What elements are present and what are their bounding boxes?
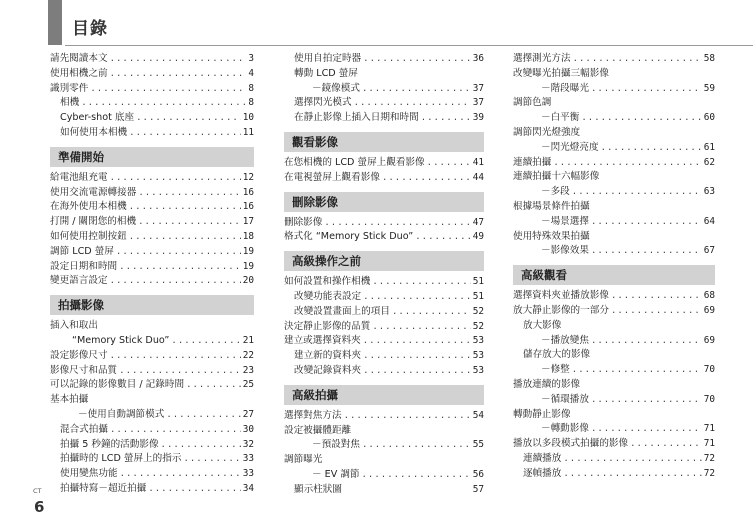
- toc-entry: [284, 52, 484, 67]
- toc-page-number: 67: [703, 245, 715, 257]
- dot-leader: [382, 171, 471, 186]
- toc-page-number: 72: [703, 452, 715, 464]
- toc-entry-title: 播放連續的影像: [513, 378, 581, 390]
- toc-entry-title: － EV 調節: [312, 468, 360, 480]
- dot-leader: [110, 52, 247, 67]
- dot-leader: [148, 482, 240, 497]
- toc-page-number: 32: [242, 438, 254, 450]
- toc-heading: [513, 67, 715, 82]
- dot-leader: [630, 437, 702, 452]
- toc-entry-title: －使用自動調節模式: [78, 408, 165, 420]
- toc-page-number: 19: [242, 260, 254, 272]
- toc-entry-title: 在海外使用本相機: [50, 201, 127, 213]
- toc-entry: [50, 245, 254, 260]
- toc-entry-title: 設定日期和時間: [50, 260, 118, 272]
- dot-leader: [553, 156, 701, 171]
- toc-entry-title: 基本拍攝: [50, 394, 89, 406]
- dot-leader: [324, 216, 470, 231]
- toc-entry-title: 逐幀播放: [523, 467, 562, 479]
- toc-heading: [50, 393, 254, 408]
- dot-leader: [129, 230, 241, 245]
- toc-entry-title: －轉動影像: [541, 423, 589, 435]
- toc-entry: [50, 378, 254, 393]
- toc-entry-title: 打開 / 關閉您的相機: [50, 216, 137, 228]
- toc-entry: [50, 349, 254, 364]
- toc-entry-title: 設定影像尺寸: [50, 349, 108, 361]
- toc-entry-title: 混合式拍攝: [60, 423, 108, 435]
- toc-entry: [513, 437, 715, 452]
- dot-leader: [563, 452, 701, 467]
- dot-leader: [363, 334, 471, 349]
- toc-entry: [513, 452, 715, 467]
- toc-entry-title: 播放以多段模式拍攝的影像: [513, 438, 629, 450]
- toc-entry: [284, 96, 484, 111]
- toc-entry: [50, 334, 254, 349]
- toc-entry: [50, 274, 254, 289]
- toc-page-number: 53: [472, 364, 484, 376]
- toc-entry-title: 刪除影像: [284, 216, 323, 228]
- toc-entry: [284, 275, 484, 290]
- toc-entry: [50, 482, 254, 497]
- toc-page-number: 23: [242, 364, 254, 376]
- toc-entry-title: －多段: [541, 186, 570, 198]
- toc-entry: [513, 422, 715, 437]
- toc-heading: [284, 453, 484, 468]
- chapter-tab: [48, 0, 62, 45]
- toc-page-number: 47: [472, 216, 484, 228]
- dot-leader: [363, 52, 471, 67]
- dot-leader: [354, 96, 471, 111]
- toc-column-1: [50, 52, 254, 497]
- toc-entry-title: 調節曝光: [284, 454, 323, 466]
- dot-leader: [90, 82, 246, 97]
- dot-leader: [372, 275, 470, 290]
- dot-leader: [591, 422, 702, 437]
- toc-heading: [50, 319, 254, 334]
- toc-page-number: 16: [242, 201, 254, 213]
- toc-entry: [50, 230, 254, 245]
- toc-column-3: [513, 52, 715, 482]
- toc-page-number: 18: [242, 230, 254, 242]
- dot-leader: [110, 171, 241, 186]
- toc-page-number: 71: [703, 423, 715, 435]
- dot-leader: [120, 467, 241, 482]
- toc-column-2: [284, 52, 484, 498]
- toc-entry-title: 改變曝光拍攝三幅影像: [513, 67, 609, 79]
- language-code: CT: [33, 487, 42, 495]
- toc-entry: [513, 141, 715, 156]
- toc-page-number: 33: [242, 453, 254, 465]
- toc-entry: [284, 216, 484, 231]
- toc-entry-title: －循環播放: [541, 393, 589, 405]
- section-heading: 準備開始: [50, 147, 254, 167]
- toc-entry-title: －白平衡: [541, 112, 580, 124]
- toc-page-number: 70: [703, 364, 715, 376]
- toc-page-number: 21: [242, 334, 254, 346]
- toc-entry-title: 使用相機之前: [50, 67, 108, 79]
- toc-entry: [50, 438, 254, 453]
- toc-page-number: 52: [472, 305, 484, 317]
- toc-entry-title: 變更語言設定: [50, 275, 108, 287]
- dot-leader: [110, 423, 241, 438]
- toc-entry: [284, 409, 484, 424]
- toc-entry-title: －鏡像模式: [312, 82, 360, 94]
- section-heading: 觀看影像: [284, 132, 484, 152]
- toc-entry: [50, 452, 254, 467]
- dot-leader: [421, 111, 471, 126]
- toc-heading: [513, 200, 715, 215]
- toc-entry-title: 使用交流電源轉接器: [50, 186, 137, 198]
- page-title: 目錄: [72, 19, 108, 39]
- toc-entry: [50, 260, 254, 275]
- toc-entry-title: 改變記錄資料夾: [294, 364, 362, 376]
- toc-entry-title: 連續播放: [523, 452, 562, 464]
- toc-page-number: 68: [703, 290, 715, 302]
- toc-entry: [513, 393, 715, 408]
- section-heading: 高級操作之前: [284, 251, 484, 271]
- toc-page-number: 72: [703, 467, 715, 479]
- toc-entry: [284, 349, 484, 364]
- toc-entry-title: －閃光燈亮度: [541, 141, 599, 153]
- toc-page-number: 20: [242, 275, 254, 287]
- toc-page-number: 69: [703, 334, 715, 346]
- toc-entry: [513, 363, 715, 378]
- toc-entry: [284, 111, 484, 126]
- toc-page-number: 41: [472, 156, 484, 168]
- dot-leader: [119, 260, 241, 275]
- toc-entry: [513, 52, 715, 67]
- toc-page-number: 53: [472, 350, 484, 362]
- toc-page-number: 56: [472, 468, 484, 480]
- toc-entry-title: 設定被攝體距離: [284, 424, 352, 436]
- section-heading: 高級拍攝: [284, 385, 484, 405]
- toc-page-number: 64: [703, 215, 715, 227]
- toc-entry-title: 使用變焦功能: [60, 468, 118, 480]
- toc-entry: [50, 200, 254, 215]
- toc-page-number: 8: [248, 82, 254, 94]
- toc-entry-title: 轉動靜止影像: [513, 408, 571, 420]
- toc-entry: [513, 244, 715, 259]
- toc-page-number: 58: [703, 53, 715, 64]
- dot-leader: [362, 438, 471, 453]
- page-number: 6: [34, 498, 45, 516]
- toc-page-number: 49: [472, 231, 484, 243]
- toc-page-number: 52: [472, 320, 484, 332]
- toc-page-number: 60: [703, 112, 715, 124]
- toc-heading: [513, 378, 715, 393]
- toc-entry-title: 選擇測光方法: [513, 53, 571, 64]
- toc-entry-title: －影像效果: [541, 245, 589, 257]
- toc-entry-title: 放大靜止影像的一部分: [513, 304, 609, 316]
- toc-entry-title: －場景選擇: [541, 215, 589, 227]
- toc-entry-title: －階段曝光: [541, 82, 589, 94]
- dot-leader: [166, 408, 240, 423]
- toc-entry: [50, 364, 254, 379]
- toc-entry: [50, 126, 254, 141]
- dot-leader: [363, 349, 471, 364]
- dot-leader: [110, 67, 247, 82]
- toc-entry: [50, 52, 254, 67]
- toc-page-number: 44: [472, 171, 484, 183]
- dot-leader: [183, 452, 240, 467]
- section-heading: 高級觀看: [513, 265, 715, 285]
- dot-leader: [572, 185, 702, 200]
- toc-entry: [513, 334, 715, 349]
- toc-entry-title: 決定靜止影像的品質: [284, 320, 371, 332]
- toc-page-number: 3: [248, 53, 254, 64]
- toc-page-number: 59: [703, 82, 715, 94]
- toc-entry: [513, 111, 715, 126]
- toc-entry-title: 選擇對焦方法: [284, 409, 342, 421]
- toc-entry: [50, 67, 254, 82]
- toc-entry-title: 建立或選擇資料夾: [284, 335, 361, 347]
- toc-entry-title: Cyber-shot 底座: [60, 112, 135, 124]
- toc-page-number: 19: [242, 245, 254, 257]
- dot-leader: [591, 334, 702, 349]
- toc-page-number: 34: [242, 482, 254, 494]
- dot-leader: [581, 111, 701, 126]
- dot-leader: [186, 378, 241, 393]
- toc-entry: [284, 171, 484, 186]
- toc-entry-title: 如何使用控制按鈕: [50, 230, 127, 242]
- toc-entry-title: 選擇資料夾並播放影像: [513, 290, 609, 302]
- toc-entry-title: 使用特殊效果拍攝: [513, 230, 590, 242]
- dot-leader: [81, 96, 246, 111]
- toc-page-number: 61: [703, 141, 715, 153]
- dot-leader: [573, 52, 702, 67]
- toc-entry-title: 如何設置和操作相機: [284, 276, 371, 288]
- toc-entry: [284, 364, 484, 379]
- toc-entry-title: 插入和取出: [50, 320, 98, 332]
- toc-entry-title: 拍攝 5 秒鐘的活動影像: [60, 438, 159, 450]
- toc-page-number: 17: [242, 216, 254, 228]
- toc-page-number: 22: [242, 349, 254, 361]
- toc-page-number: 69: [703, 304, 715, 316]
- toc-page-number: 12: [242, 171, 254, 183]
- toc-page-number: 27: [242, 408, 254, 420]
- dot-leader: [110, 349, 241, 364]
- toc-entry-title: －修整: [541, 364, 570, 376]
- dot-leader: [136, 111, 241, 126]
- toc-entry: [50, 171, 254, 186]
- toc-entry: [284, 438, 484, 453]
- toc-entry-title: 使用自拍定時器: [294, 53, 362, 64]
- toc-entry: [50, 408, 254, 423]
- toc-entry-title: 在您相機的 LCD 螢屏上觀看影像: [284, 156, 425, 168]
- toc-entry-title: 顯示柱狀圖: [294, 483, 342, 495]
- dot-leader: [591, 215, 702, 230]
- dot-leader: [171, 334, 240, 349]
- dot-leader: [129, 126, 241, 141]
- toc-heading: [513, 126, 715, 141]
- toc-entry: [50, 215, 254, 230]
- toc-page-number: 55: [472, 439, 484, 451]
- toc-page-number: 71: [703, 438, 715, 450]
- toc-entry-title: 影像尺寸和品質: [50, 364, 118, 376]
- toc-entry-title: 在靜止影像上插入日期和時間: [294, 112, 419, 124]
- toc-page-number: 36: [472, 53, 484, 64]
- toc-entry-title: 連續拍攝十六幅影像: [513, 171, 600, 183]
- toc-entry: [513, 304, 715, 319]
- toc-heading: [513, 348, 715, 363]
- toc-page-number: 51: [472, 276, 484, 288]
- toc-entry: [50, 96, 254, 111]
- toc-page-number: 53: [472, 335, 484, 347]
- toc-entry-title: 放大影像: [523, 319, 562, 331]
- toc-entry: [50, 111, 254, 126]
- dot-leader: [591, 244, 702, 259]
- toc-entry: [284, 230, 484, 245]
- toc-heading: [513, 230, 715, 245]
- toc-entry: [513, 467, 715, 482]
- toc-entry-title: －預設對焦: [312, 439, 360, 451]
- toc-entry-title: 識別零件: [50, 82, 89, 94]
- toc-page-number: 39: [472, 112, 484, 124]
- toc-heading: [513, 319, 715, 334]
- dot-leader: [116, 245, 241, 260]
- toc-page-number: 70: [703, 393, 715, 405]
- toc-entry-title: 連續拍攝: [513, 156, 552, 168]
- dot-leader: [362, 468, 471, 483]
- toc-entry-title: 轉動 LCD 螢屏: [294, 67, 358, 79]
- dot-leader: [138, 186, 240, 201]
- toc-entry-title: 建立新的資料夾: [294, 350, 362, 362]
- toc-entry-title: －播放變焦: [541, 334, 589, 346]
- toc-page-number: 16: [242, 186, 254, 198]
- toc-entry: [284, 305, 484, 320]
- toc-entry: [284, 290, 484, 305]
- toc-entry-title: 如何使用本相機: [60, 126, 128, 138]
- toc-entry: [284, 468, 484, 483]
- dot-leader: [161, 438, 241, 453]
- section-heading: 刪除影像: [284, 192, 484, 212]
- dot-leader: [363, 364, 471, 379]
- toc-entry-title: 根據場景條件拍攝: [513, 200, 590, 212]
- dot-leader: [611, 289, 702, 304]
- toc-entry-title: 儲存放大的影像: [523, 349, 591, 361]
- dot-leader: [591, 82, 702, 97]
- dot-leader: [563, 467, 701, 482]
- toc-entry-title: 相機: [60, 97, 80, 109]
- toc-entry-title: 可以記錄的影像數目 / 記錄時間: [50, 379, 185, 391]
- toc-page-number: 63: [703, 186, 715, 198]
- dot-leader: [119, 364, 241, 379]
- toc-page-number: 10: [242, 112, 254, 124]
- toc-heading: [284, 424, 484, 439]
- toc-page-number: 57: [472, 483, 484, 495]
- toc-entry: [284, 334, 484, 349]
- toc-page-number: 54: [472, 409, 484, 421]
- toc-entry-title: 選擇閃光模式: [294, 97, 352, 109]
- toc-page-number: 8: [248, 97, 254, 109]
- dot-leader: [601, 141, 702, 156]
- toc-entry-title: 調節閃光燈強度: [513, 126, 581, 138]
- toc-entry: [50, 467, 254, 482]
- toc-page-number: 4: [248, 67, 254, 79]
- toc-entry: [513, 156, 715, 171]
- toc-entry: [513, 82, 715, 97]
- toc-entry: [284, 82, 484, 97]
- toc-entry: [284, 156, 484, 171]
- toc-entry: [513, 185, 715, 200]
- section-heading: 拍攝影像: [50, 295, 254, 315]
- dot-leader: [110, 274, 241, 289]
- toc-entry: [50, 186, 254, 201]
- toc-entry: [50, 423, 254, 438]
- toc-entry-title: 調節色調: [513, 97, 552, 109]
- toc-page-number: 51: [472, 290, 484, 302]
- toc-entry: [513, 215, 715, 230]
- dot-leader: [415, 230, 470, 245]
- dot-leader: [591, 393, 702, 408]
- dot-leader: [362, 82, 471, 97]
- toc-entry: [284, 483, 484, 498]
- dot-leader: [611, 304, 702, 319]
- dot-leader: [363, 290, 471, 305]
- toc-entry-title: 改變功能表設定: [294, 290, 362, 302]
- toc-page-number: 37: [472, 97, 484, 109]
- dot-leader: [129, 200, 241, 215]
- toc-entry: [50, 82, 254, 97]
- toc-entry-title: 拍攝時的 LCD 螢屏上的指示: [60, 453, 182, 465]
- toc-entry-title: “Memory Stick Duo”: [72, 334, 170, 346]
- toc-entry-title: 請先閱讀本文: [50, 53, 108, 64]
- toc-page-number: 33: [242, 468, 254, 480]
- toc-page-number: 30: [242, 423, 254, 435]
- toc-entry-title: 在電視螢屏上觀看影像: [284, 171, 380, 183]
- dot-leader: [572, 363, 702, 378]
- dot-leader: [344, 409, 471, 424]
- toc-entry-title: 調節 LCD 螢屏: [50, 245, 114, 257]
- dot-leader: [138, 215, 241, 230]
- toc-entry: [284, 320, 484, 335]
- toc-entry-title: 拍攝特寫－超近拍攝: [60, 482, 147, 494]
- toc-page-number: 62: [703, 156, 715, 168]
- toc-page-number: 25: [242, 379, 254, 391]
- toc-entry-title: 給電池組充電: [50, 171, 108, 183]
- toc-heading: [284, 67, 484, 82]
- toc-page-number: 11: [242, 126, 254, 138]
- toc-heading: [513, 170, 715, 185]
- title-divider: [65, 45, 753, 46]
- dot-leader: [372, 320, 470, 335]
- toc-heading: [513, 96, 715, 111]
- toc-entry-title: 改變設置畫面上的項目: [294, 305, 390, 317]
- toc-entry-title: 格式化 “Memory Stick Duo”: [284, 231, 414, 243]
- dot-leader: [427, 156, 471, 171]
- dot-leader: [392, 305, 471, 320]
- toc-entry: [513, 289, 715, 304]
- toc-page-number: 37: [472, 82, 484, 94]
- toc-heading: [513, 408, 715, 423]
